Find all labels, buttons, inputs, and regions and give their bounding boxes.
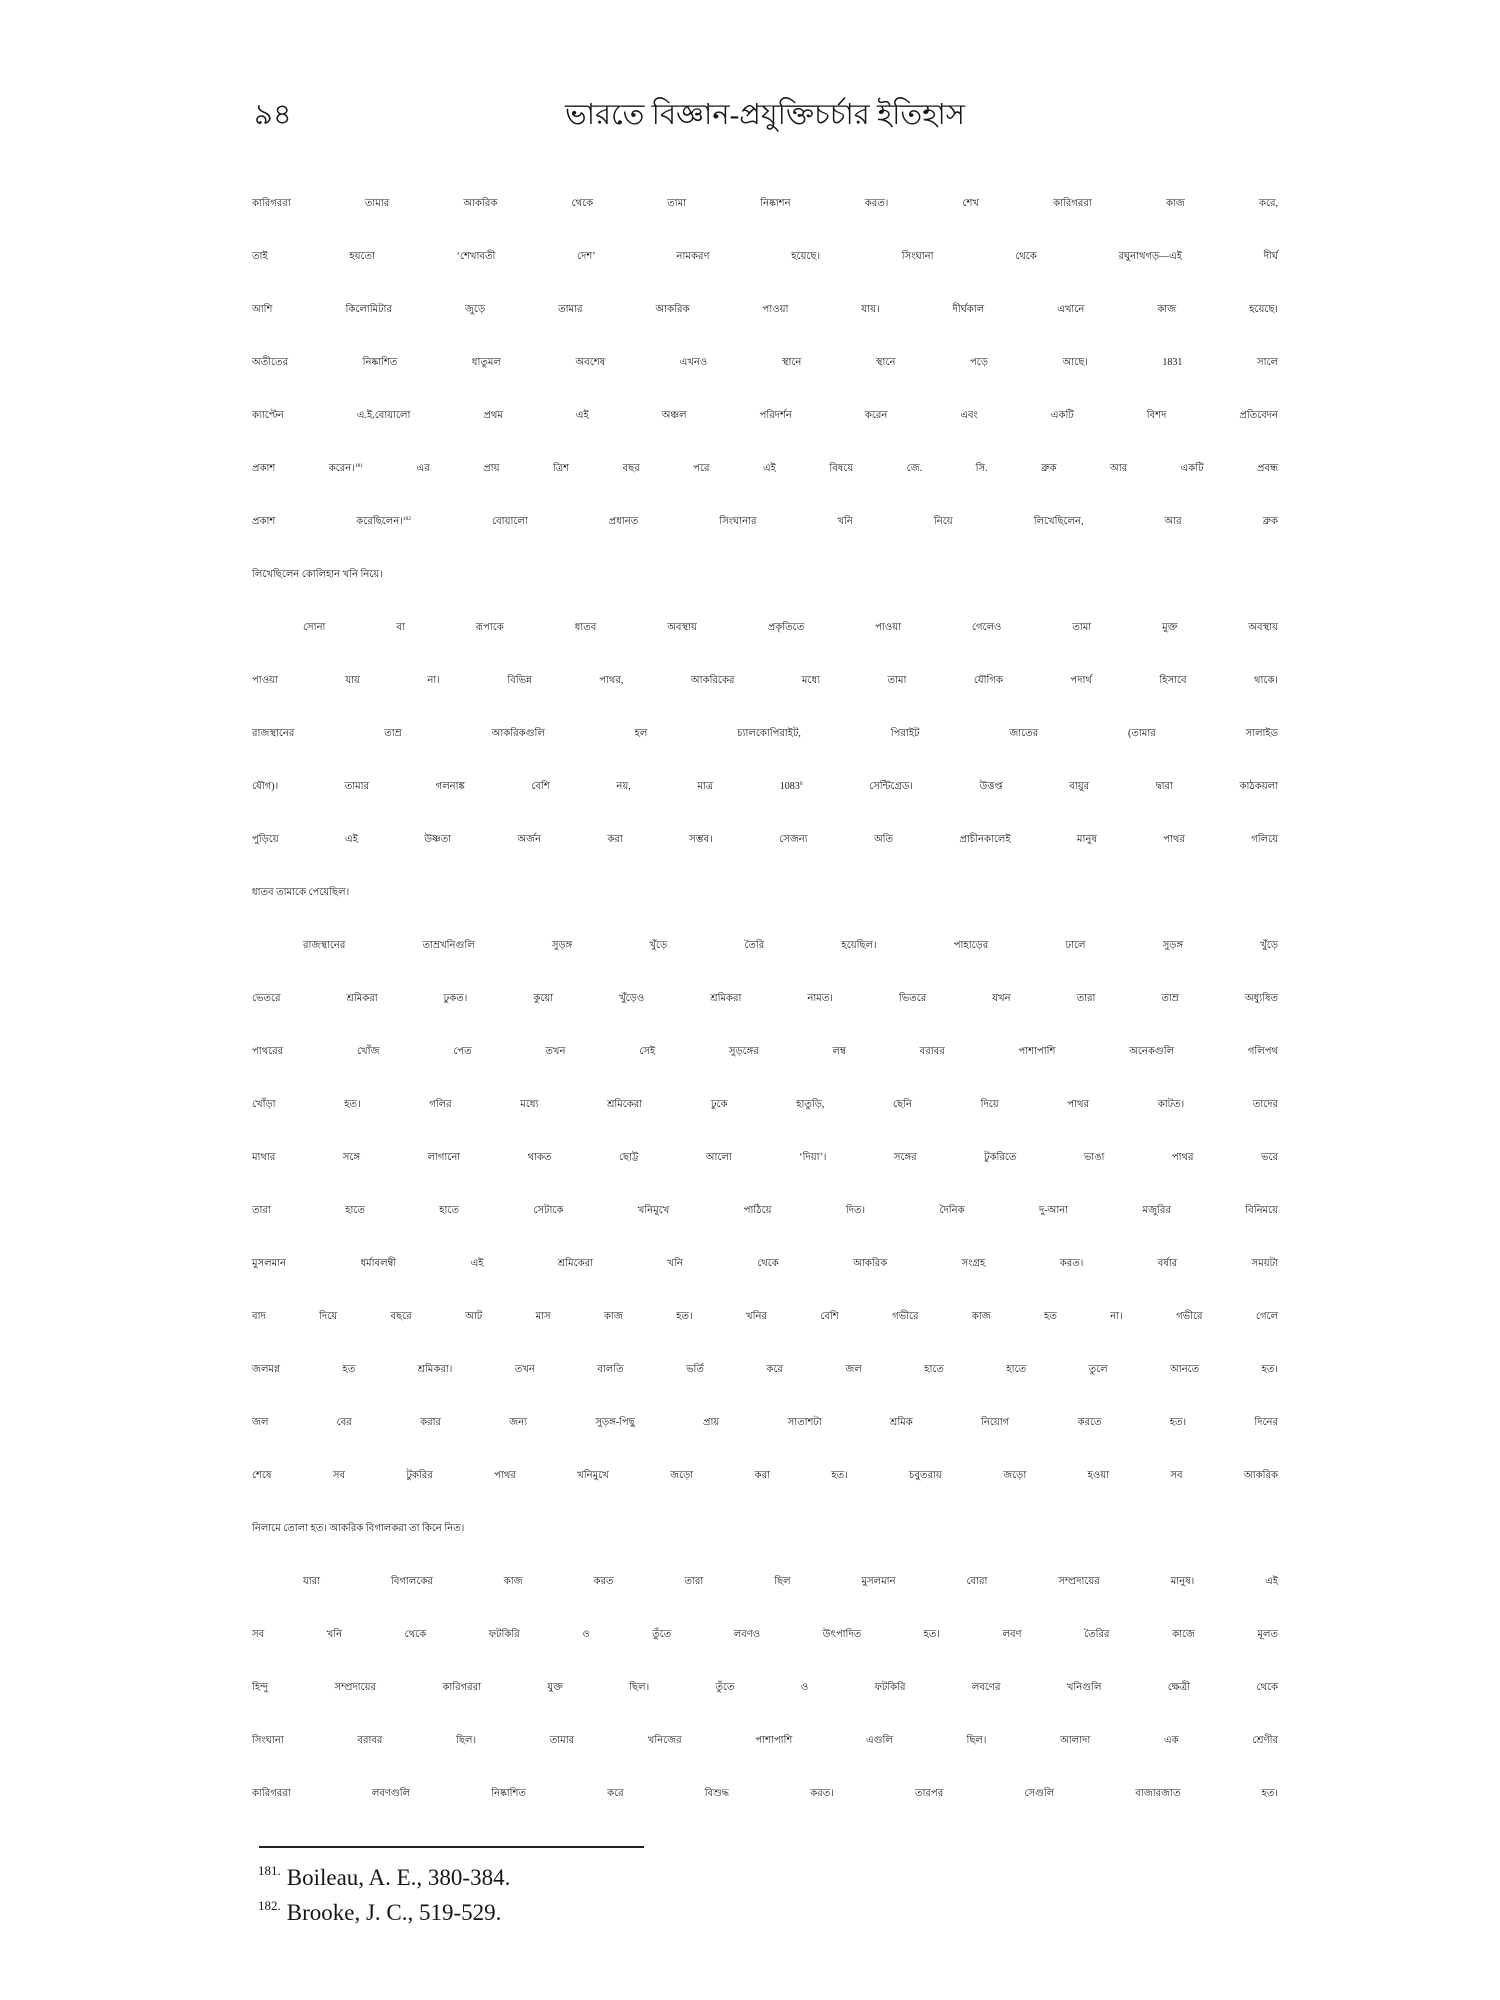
text-line: মাথার সঙ্গে লাগানো থাকত ছোট্ট আলো ‘দিয়া’। সঙ্গের টুকরিতে ভাঙা পাথর ভরে (252, 1152, 1278, 1163)
text-line: রাজস্থানের তাম্রখনিগুলি সুড়ঙ্গ খুঁড়ে তৈরি হয়েছিল। পাহাড়ের ঢালে সুড়ঙ্গ খুঁড়ে (303, 940, 1278, 951)
text-line: সিংঘানা বরাবর ছিল। তামার খনিজের পাশাপাশি এগুলি ছিল। আলাদা এক শ্রেণীর (252, 1735, 1278, 1746)
paragraph (252, 919, 1278, 1555)
paragraph (252, 601, 1278, 919)
text-segment: সেন্টিগ্রেড। উত্তপ্ত বায়ুর দ্বারা কাঠকয়লা (802, 781, 1279, 792)
text-line: পাথরের খোঁজ পেত তখন সেই সুড়ঙ্গের লম্ব বরাবর পাশাপাশি অনেকগুলি গলিপথ (252, 1046, 1278, 1057)
footnote-reference: 182 (402, 516, 412, 523)
text-segment: প্রকাশ করেছিলেন। (252, 516, 403, 527)
paragraph (252, 177, 1278, 601)
text-line: হিন্দু সম্প্রদায়ের কারিগররা যুক্ত ছিল। তুঁতে ও ফটকিরি লবণের খনিগুলি ক্ষেত্রী থেকে (252, 1682, 1278, 1693)
footnote-mark: 182. (258, 1898, 281, 1914)
text-line: ক্যাপ্টেন এ.ই.বোয়ালো প্রথম এই অঞ্চল পরিদর্শন করেন এবং একটি বিশদ প্রতিবেদন (252, 410, 1278, 421)
text-segment: প্রকাশ করেন। (252, 463, 355, 474)
text-segment: বোয়ালো প্রধানত সিংঘানার খনি নিয়ে লিখেছিলেন, আর ব্রুক (411, 516, 1278, 527)
paragraph (252, 1555, 1278, 1820)
text-line: পাওয়া যায় না। বিভিন্ন পাথর, আকরিকের মধ্যে তামা যৌগিক পদার্থ হিসাবে থাকে। (252, 675, 1278, 686)
text-line: জলমগ্ন হত শ্রমিকরা। তখন বালতি ভর্তি করে জল হাতে হাতে তুলে আনতে হত। (252, 1364, 1278, 1375)
footnote-reference: 181 (354, 463, 364, 470)
text-line (252, 495, 1278, 548)
text-line: তাই হয়তো ‘শেখাবতী দেশ’ নামকরণ হয়েছে। সিংঘানা থেকে রঘুনাথগড়—এই দীর্ঘ (252, 251, 1278, 262)
text-line: কারিগররা তামার আকরিক থেকে তামা নিষ্কাশন করত। শেখ কারিগররা কাজ করে, (252, 198, 1278, 209)
text-line: মুসলমান ধর্মাবলম্বী এই শ্রমিকেরা খনি থেকে আকরিক সংগ্রহ করত। বর্ষার সময়টা (252, 1258, 1278, 1269)
text-segment: এর প্রায় ত্রিশ বছর পরে এই বিষয়ে জে. সি. ব্রুক আর একটি প্রবন্ধ (363, 463, 1278, 474)
text-line: কারিগররা লবণগুলি নিষ্কাশিত করে বিশুদ্ধ করত। তারপর সেগুলি বাজারজাত হত। (252, 1788, 1278, 1799)
text-line: যারা বিগালকের কাজ করত তারা ছিল মুসলমান বোরা সম্প্রদায়ের মানুষ। এই (303, 1576, 1278, 1587)
page-header (252, 92, 1278, 138)
text-line (252, 760, 1278, 813)
text-line: তারা হাতে হাতে সেটাকে খনিমুখে পাঠিয়ে দিত। দৈনিক দু-আনা মজুরির বিনিময়ে (252, 1205, 1278, 1216)
footnotes (258, 1862, 958, 1932)
footnote-text: Boileau, A. E., 380-384. (286, 1865, 511, 1890)
footnote (258, 1897, 958, 1932)
footnote (258, 1862, 958, 1897)
text-line: শেষে সব টুকরির পাথর খনিমুখে জড়ো করা হত। চবুতরায় জড়ো হওয়া সব আকরিক (252, 1470, 1278, 1481)
text-line: অতীতের নিষ্কাশিত ধাতুমল অবশেষ এখনও স্থানে স্থানে পড়ে আছে। 1831 সালে (252, 357, 1278, 368)
text-line: সব খনি থেকে ফটকিরি ও তুঁতে লবণও উৎপাদিত হত। লবণ তৈরির কাজে মূলত (252, 1629, 1278, 1640)
text-line: নিলামে তোলা হত। আকরিক বিগালকরা তা কিনে নিত। (252, 1523, 465, 1534)
text-line: লিখেছিলেন কোলিহান খনি নিয়ে। (252, 569, 383, 580)
text-line: ভেতরে শ্রমিকরা ঢুকত। কুয়ো খুঁড়েও শ্রমিকরা নামত। ভিতরে যখন তারা তাম্র অধ্যুষিত (252, 993, 1278, 1004)
footnote-mark: 181. (258, 1863, 281, 1879)
text-segment: যৌগ)। তামার গলনাঙ্ক বেশি নয়, মাত্র 1083 (252, 781, 800, 792)
running-title: ভারতে বিজ্ঞান-প্রযুক্তিচর্চার ইতিহাস (565, 99, 965, 131)
text-line: আশি কিলোমিটার জুড়ে তামার আকরিক পাওয়া যায়। দীর্ঘকাল এখানে কাজ হয়েছে। (252, 304, 1278, 315)
text-line: সোনা বা রূপাকে ধাতব অবস্থায় প্রকৃতিতে পাওয়া গেলেও তামা মুক্ত অবস্থায় (303, 622, 1278, 633)
body-text (252, 177, 1278, 1820)
text-line: রাজস্থানের তাম্র আকরিকগুলি হল চ্যালকোপিরাইট, পিরাইট জাতের (তামার সালাইড (252, 728, 1278, 739)
text-line (252, 442, 1278, 495)
text-line: পুড়িয়ে এই উষ্ণতা অর্জন করা সম্ভব। সেজন্য অতি প্রাচীনকালেই মানুষ পাথর গলিয়ে (252, 834, 1278, 845)
text-line: খোঁড়া হত। গলির মধ্যে শ্রমিকেরা ঢুকে হাতুড়ি, ছেনি দিয়ে পাথর কাটত। তাদের (252, 1099, 1278, 1110)
text-line: জল বের করার জন্য সুড়ঙ্গ-পিছু প্রায় সাতাশটা শ্রমিক নিয়োগ করতে হত। দিনের (252, 1417, 1278, 1428)
page-number: ৯৪ (254, 99, 292, 131)
text-line: ধাতব তামাকে পেয়েছিল। (252, 887, 350, 898)
footnote-text: Brooke, J. C., 519-529. (286, 1900, 502, 1925)
degree-superscript: 0 (799, 781, 803, 788)
text-line: বাদ দিয়ে বছরে আট মাস কাজ হত। খনির বেশি গভীরে কাজ হত না। গভীরে গেলে (252, 1311, 1278, 1322)
footnote-divider (259, 1846, 644, 1848)
